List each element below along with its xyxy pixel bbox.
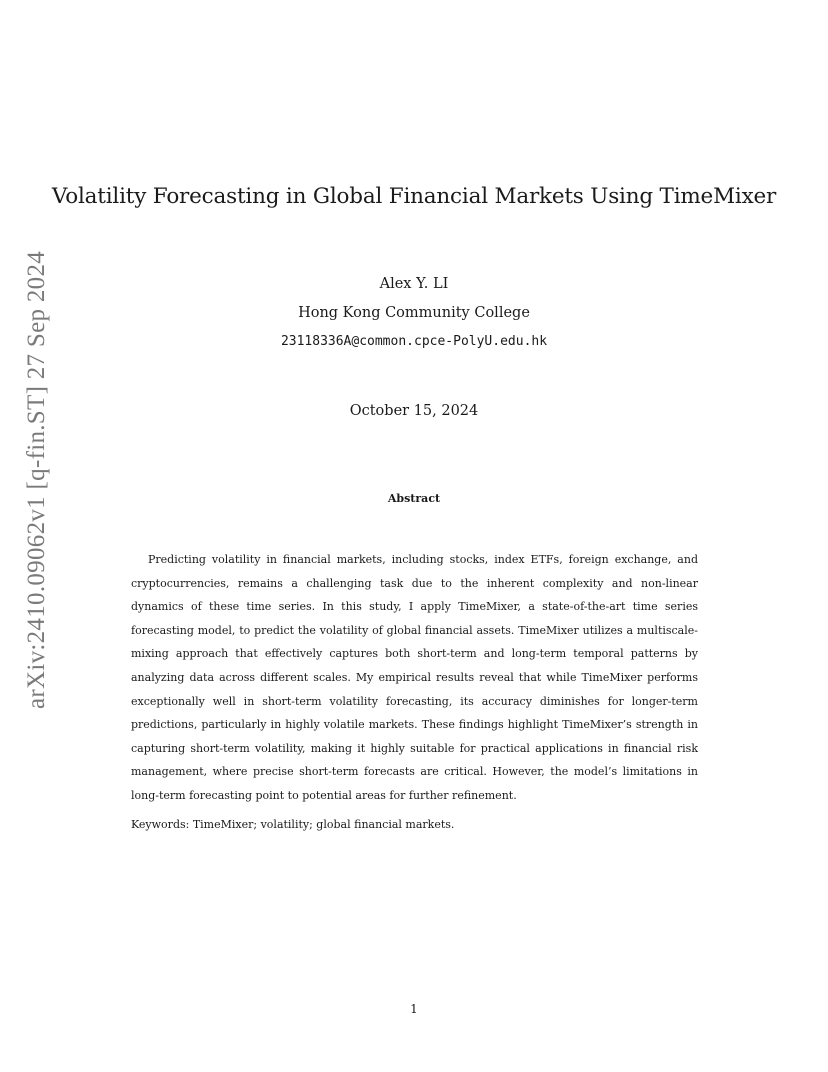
arxiv-identifier-stamp: arXiv:2410.09062v1 [q-fin.ST] 27 Sep 2024 xyxy=(23,250,50,710)
paper-date: October 15, 2024 xyxy=(349,403,479,419)
author-affiliation: Hong Kong Community College xyxy=(298,305,530,321)
abstract-heading: Abstract xyxy=(387,492,441,505)
paper-title: Volatility Forecasting in Global Financial Markets Using TimeMixer xyxy=(51,184,777,209)
page-number: 1 xyxy=(410,1002,418,1016)
keywords: Keywords: TimeMixer; volatility; global financial markets. xyxy=(131,818,455,831)
author-email: 23118336A@common.cpce-PolyU.edu.hk xyxy=(280,334,548,349)
abstract-body: Predicting volatility in financial markets, including stocks, index ETFs, foreign exchange, and cryptocurrencies, remains a challenging task due to the inherent complexity and non-linear dynamics of these time series. In this study, I apply TimeMixer, a state-of-the-art time series forecasting model, to predict the volatility of global financial assets. TimeMixer utilizes a multiscale-mixing approach that effectively captures both short-term and long-term temporal patterns by analyzing data across different scales. My empirical results reveal that while TimeMixer performs exceptionally well in short-term volatility forecasting, its accuracy diminishes for longer-term predictions, particularly in highly volatile markets. These findings highlight TimeMixer’s strength in capturing short-term volatility, making it highly suitable for practical applications in financial risk management, where precise short-term forecasts are critical. However, the model’s limitations in long-term forecasting point to potential areas for further refinement. xyxy=(131,553,698,802)
author-name: Alex Y. LI xyxy=(379,276,449,292)
